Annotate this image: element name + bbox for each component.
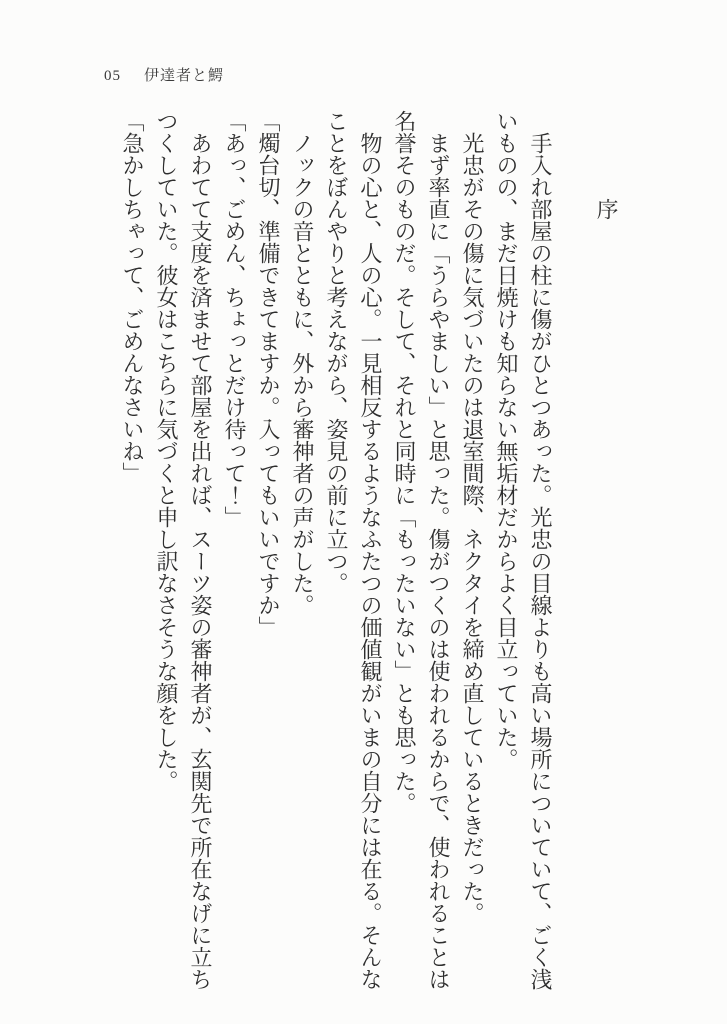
chapter-title: 序: [594, 198, 619, 220]
paragraph-4: 物の心と、人の心。一見相反するようなふたつの価値観がいまの自分には在る。そんなことをぼんやりと考えながら、姿見の前に立つ。: [324, 110, 383, 990]
paragraph-2: 光忠がその傷に気づいたのは退室間際、ネクタイを締め直しているときだった。: [460, 132, 485, 924]
paragraph-8: あわてて支度を済ませて部屋を出れば、スーツ姿の審神者が、玄関先で所在なげに立ちつくしていた。彼女はこちらに気づくと申し訳なさそうな顔をした。: [154, 110, 213, 990]
paragraph-3: まず率直に「うらやましい」と思った。傷がつくのは使われるからで、使われることは名誉そのものだ。そして、それと同時に「もったいない」とも思った。: [392, 110, 451, 990]
running-title: 伊達者と鰐: [144, 68, 225, 84]
body-text: [115, 110, 623, 992]
running-header: [104, 64, 224, 85]
page-number: 05: [104, 68, 121, 84]
paragraph-5: ノックの音とともに、外から審神者の声がした。: [290, 132, 315, 616]
paragraph-6-dialogue: 「燭台切、準備できてますか。入ってもいいですか」: [256, 110, 281, 638]
paragraph-9-dialogue: 「急かしちゃって、ごめんなさいね」: [120, 110, 145, 484]
paragraph-7-dialogue: 「あっ、ごめん、ちょっとだけ待って！」: [222, 110, 247, 528]
paragraph-1: 手入れ部屋の柱に傷がひとつあった。光忠の目線よりも高い場所についていて、ごく浅いものの、まだ日焼けも知らない無垢材だからよく目立っていた。: [494, 110, 553, 990]
